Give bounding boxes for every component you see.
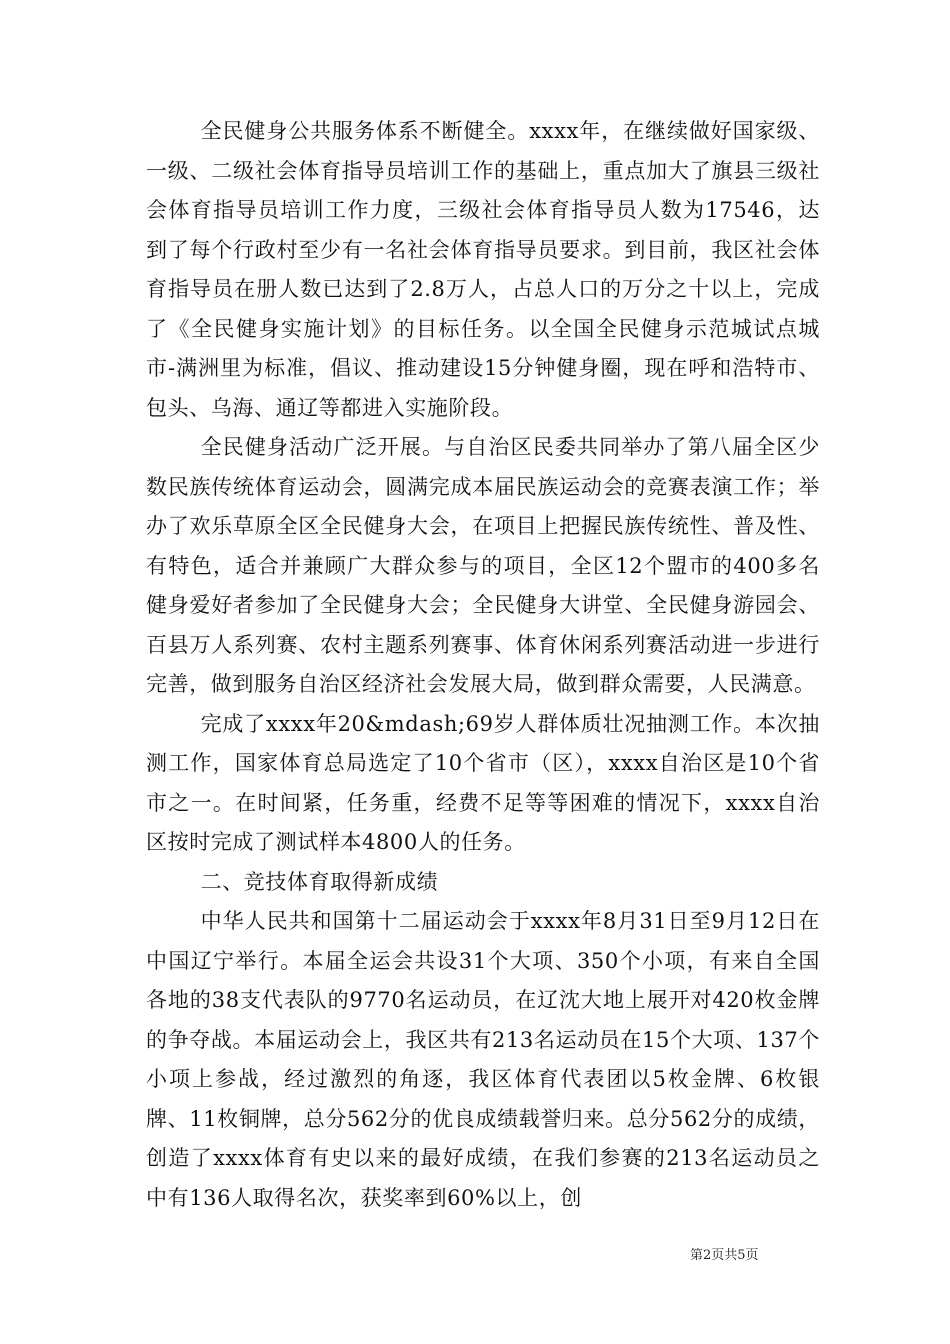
document-body <box>146 112 820 1218</box>
section-heading-competitive-sports: 二、竞技体育取得新成绩 <box>200 869 439 894</box>
paragraph-fitness-activities: 全民健身活动广泛开展。与自治区民委共同举办了第八届全区少数民族传统体育运动会，圆满完成本届民族运动会的竞赛表演工作；举办了欢乐草原全区全民健身大会，在项目上把握民族传统性、普及性、有特色，适合并兼顾广大群众参与的项目，全区12个盟市的400多名健身爱好者参加了全民健身大会；全民健身大讲堂、全民健身游园会、百县万人系列赛、农村主题系列赛事、体育休闲系列赛活动进一步进行完善，做到服务自治区经济社会发展大局，做到群众需要，人民满意。 <box>146 435 820 696</box>
paragraph-physique-survey: 完成了xxxx年20&mdash;69岁人群体质壮况抽测工作。本次抽测工作，国家体育总局选定了10个省市（区），xxxx自治区是10个省市之一。在时间紧，任务重，经费不足等等困难的情况下，xxxx自治区按时完成了测试样本4800人的任务。 <box>146 711 820 854</box>
paragraph-fitness-service-system: 全民健身公共服务体系不断健全。xxxx年，在继续做好国家级、一级、二级社会体育指导员培训工作的基础上，重点加大了旗县三级社会体育指导员培训工作力度，三级社会体育指导员人数为17546，达到了每个行政村至少有一名社会体育指导员要求。到目前，我区社会体育指导员在册人数已达到了2.8万人，占总人口的万分之十以上，完成了《全民健身实施计划》的目标任务。以全国全民健身示范城试点城市-满洲里为标准，倡议、推动建设15分钟健身圈，现在呼和浩特市、包头、乌海、通辽等都进入实施阶段。 <box>146 119 820 420</box>
paragraph-national-games: 中华人民共和国第十二届运动会于xxxx年8月31日至9月12日在中国辽宁举行。本届全运会共设31个大项、350个小项，有来自全国各地的38支代表队的9770名运动员，在辽沈大地上展开对420枚金牌的争夺战。本届运动会上，我区共有213名运动员在15个大项、137个小项上参战，经过激烈的角逐，我区体育代表团以5枚金牌、6枚银牌、11枚铜牌，总分562分的优良成绩载誉归来。总分562分的成绩，创造了xxxx体育有史以来的最好成绩，在我们参赛的213名运动员之中有136人取得名次，获奖率到60%以上，创 <box>146 909 820 1210</box>
page-number-footer: 第2页共5页 <box>690 1248 759 1263</box>
